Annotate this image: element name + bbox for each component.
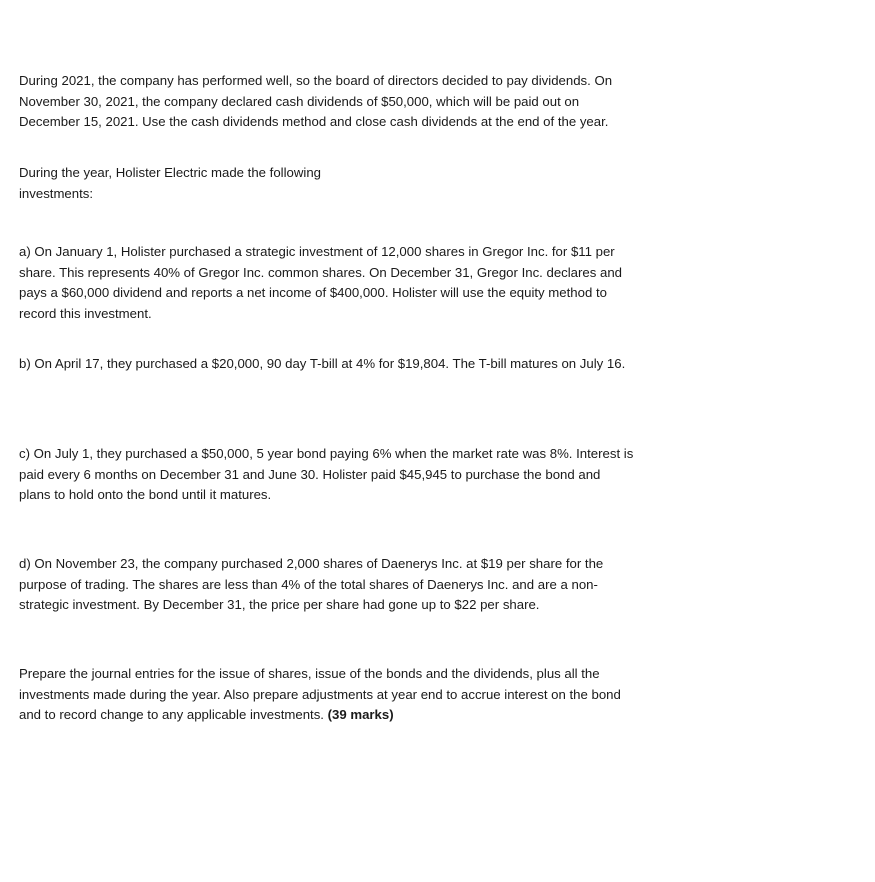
investment-item-d: d) On November 23, the company purchased 2,000 shares of Daenerys Inc. at $19 per share for the purpose of trading. The shares are less than 4% of the total shares of Daenerys Inc. and are a non-strategic investment. By December 31, the price per share had gone up to $22 per share.: [19, 556, 604, 612]
marks-label: (39 marks): [327, 707, 394, 722]
investment-item-b: b) On April 17, they purchased a $20,000, 90 day T-bill at 4% for $19,804. The T-bill matures on July 16.: [19, 356, 626, 371]
prepare-instructions: [19, 664, 634, 726]
investments-heading: During the year, Holister Electric made the following investments:: [19, 165, 321, 201]
investment-item-c: c) On July 1, they purchased a $50,000, 5 year bond paying 6% when the market rate was 8%. Interest is paid every 6 months on December 31 and June 30. Holister paid $45,945 to purchase the bond and plans to hold onto the bond until it matures.: [19, 446, 634, 502]
intro-paragraph: During 2021, the company has performed well, so the board of directors decided to pay dividends. On November 30, 2021, the company declared cash dividends of $50,000, which will be paid out on December 15, 2021. Use the cash dividends method and close cash dividends at the end of the year.: [19, 73, 613, 129]
investment-item-a: a) On January 1, Holister purchased a strategic investment of 12,000 shares in Gregor Inc. for $11 per share. This represents 40% of Gregor Inc. common shares. On December 31, Gregor Inc. declares and pays a $60,000 dividend and reports a net income of $400,000. Holister will use the equity method to record this investment.: [19, 244, 622, 321]
prepare-text: Prepare the journal entries for the issue of shares, issue of the bonds and the dividends, plus all the investments made during the year. Also prepare adjustments at year end to accrue interest on the bond and to record change to any applicable investments.: [19, 666, 621, 722]
